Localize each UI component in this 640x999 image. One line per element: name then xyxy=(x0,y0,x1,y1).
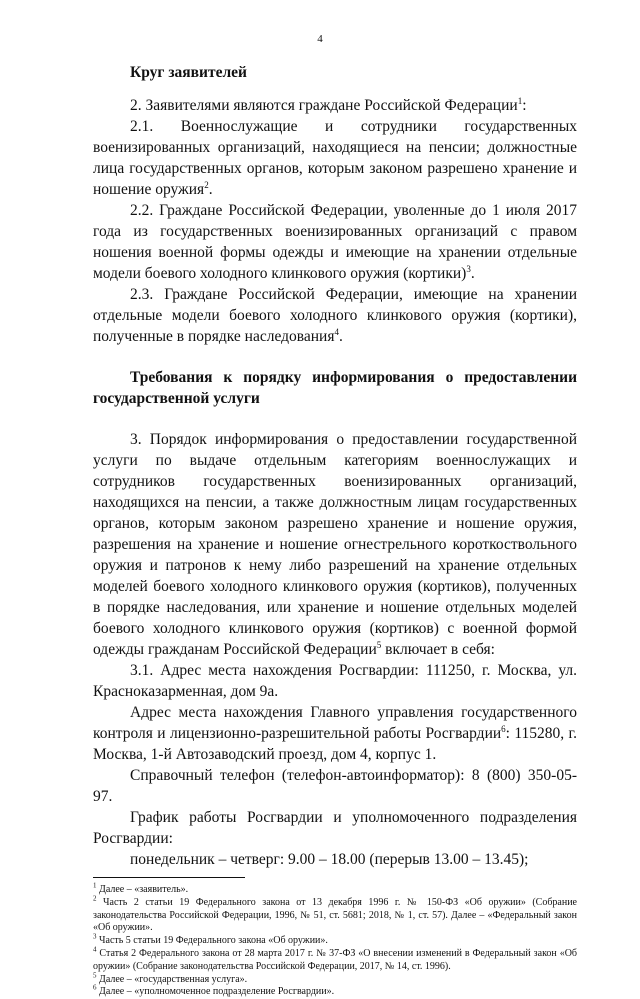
paragraph-schedule: График работы Росгвардии и уполномоченного подразделения Росгвардии: xyxy=(93,809,577,847)
paragraph-3: 3. Порядок информирования о предоставлении государственной услуги по выдаче отдельным категориям военнослужащих и сотрудников государственных военизированных организаций, находящихся на пенсии, а также должностным лицам государственных органов, которым законом разрешено хранение и ношение оружия, разрешения на хранение и ношение огнестрельного короткоствольного оружия и патронов к нему либо разрешений на хранение отдельных моделей боевого холодного клинкового оружия (кортиков), полученных в порядке наследования, или хранение и ношение отдельных моделей боевого холодного клинкового оружия (кортиков) с военной формой одежды гражданам Российской Федерации$^5$ включает в себя: xyxy=(93,431,577,658)
paragraph-hours: понедельник – четверг: 9.00 – 18.00 (перерыв 13.00 – 13.45); xyxy=(130,851,529,868)
footnote-5: $^5$ Далее – «государственная услуга». xyxy=(93,971,248,985)
footnotes xyxy=(93,881,577,999)
paragraph-2-3: 2.3. Граждане Российской Федерации, имеющие на хранении отдельные модели боевого холодного клинкового оружия (кортики), полученные в порядке наследования$^4$. xyxy=(93,286,577,345)
paragraph-2-2: 2.2. Граждане Российской Федерации, уволенные до 1 июля 2017 года из государственных военизированных организаций с правом ношения военной формы одежды и имеющие на хранении отдельные модели боевого холодного клинкового оружия (кортики)$^3$. xyxy=(93,202,577,282)
footnote-2: $^2$ Часть 2 статьи 19 Федерального закона от 13 декабря 1996 г. № 150-ФЗ «Об оружии» (Собрание законодательства Российской Федерации, 1996, № 51, ст. 5681; 2018, № 1, ст. 57). Далее – «Федеральный закон «Об оружии». xyxy=(93,894,577,934)
footnote-ref: 2 xyxy=(204,179,209,190)
paragraph-address: Адрес места нахождения Главного управления государственного контроля и лицензионно-разрешительной работы Росгвардии$^6$: 115280, г. Москва, 1-й Автозаводский проезд, дом 4, корпус 1. xyxy=(93,704,577,763)
footnote-4: $^4$ Статья 2 Федерального закона от 28 марта 2017 г. № 37-ФЗ «О внесении изменений в Федеральный закон «Об оружии» (Собрание законодательства Российской Федерации, 2017, № 14, ст. 1996). xyxy=(93,945,577,972)
paragraph-2-1: 2.1. Военнослужащие и сотрудники государственных военизированных организаций, находящиеся на пенсии; должностные лица государственных органов, которым законом разрешено хранение и ношение оружия$^2$. xyxy=(93,118,577,198)
footnote-ref: 3 xyxy=(466,263,471,274)
footnote-1: $^1$ Далее – «заявитель». xyxy=(93,881,189,895)
footnote-ref: 5 xyxy=(376,639,382,650)
footnote-6: $^6$ Далее – «уполномоченное подразделение Росгвардии». xyxy=(93,984,335,998)
document-body xyxy=(93,62,577,999)
footnote-ref: 6 xyxy=(501,723,506,734)
footnote-ref: 1 xyxy=(517,95,523,106)
section-heading-applicants: Круг заявителей xyxy=(130,64,247,81)
paragraph-3-1: 3.1. Адрес места нахождения Росгвардии: 111250, г. Москва, ул. Красноказарменная, дом 9а. xyxy=(93,662,577,700)
footnote-3: $^3$ Часть 5 статьи 19 Федерального закона «Об оружии». xyxy=(93,932,328,947)
paragraph-2: 2. Заявителями являются граждане Российской Федерации$^1$: xyxy=(130,95,527,114)
footnote-divider xyxy=(93,877,245,878)
page-number: 4 xyxy=(317,33,323,45)
section-heading-requirements: Требования к порядку информирования о предоставлении государственной услуги xyxy=(93,369,577,407)
footnote-ref: 4 xyxy=(334,326,339,337)
paragraph-phone: Справочный телефон (телефон-автоинформатор): 8 (800) 350-05-97. xyxy=(93,767,577,805)
